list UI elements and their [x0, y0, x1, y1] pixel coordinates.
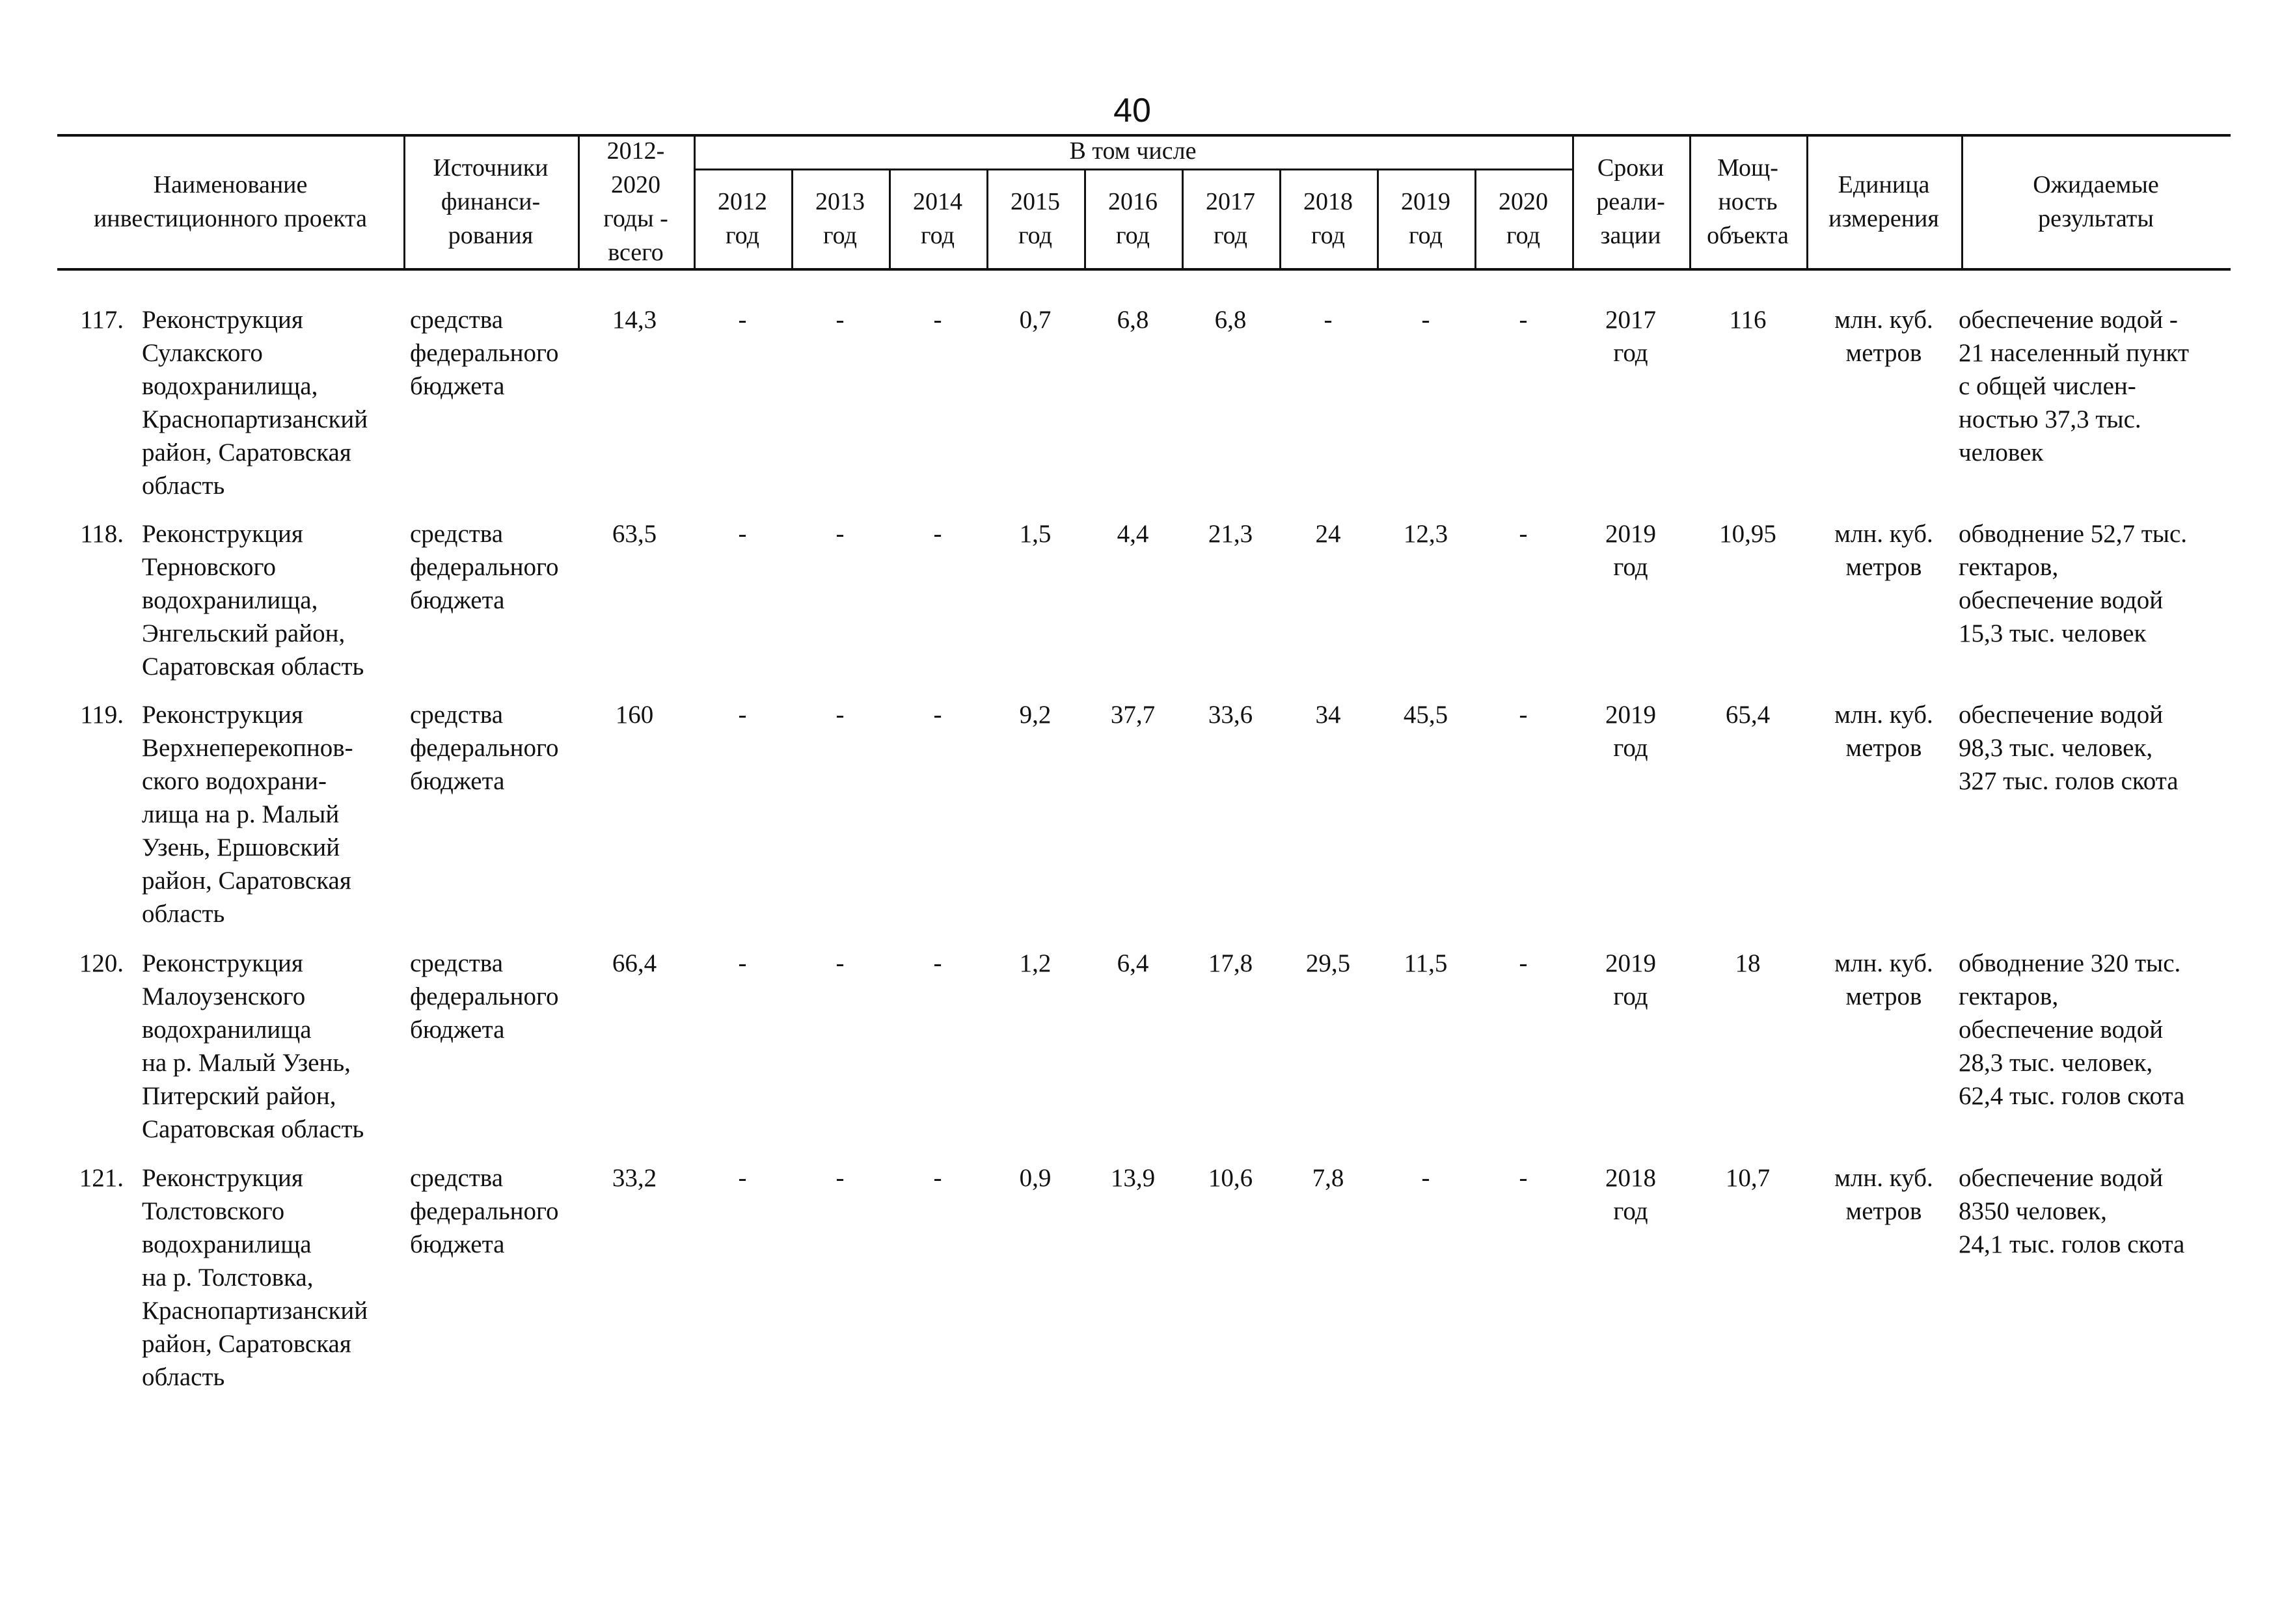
unit-of-measure: млн. куб. метров [1834, 306, 1933, 367]
year-value: - [835, 1164, 845, 1192]
header-year-2014: 2014 год [913, 188, 962, 249]
implementation-term: 2018 год [1605, 1164, 1656, 1225]
implementation-term: 2019 год [1605, 949, 1656, 1010]
year-value: - [933, 520, 942, 548]
total-amount: 33,2 [612, 1164, 657, 1192]
year-value: - [835, 949, 845, 977]
funding-source: средства федерального бюджета [410, 1164, 559, 1258]
header-year-2018: 2018 год [1303, 188, 1353, 249]
row-number: 119. [80, 701, 124, 729]
header-year-2020: 2020 год [1499, 188, 1548, 249]
year-value: - [1519, 1164, 1528, 1192]
row-number: 120. [79, 949, 124, 977]
header-results: Ожидаемые результаты [2033, 171, 2159, 232]
total-amount: 63,5 [612, 520, 657, 548]
year-value: - [835, 306, 845, 334]
unit-of-measure: млн. куб. метров [1834, 949, 1933, 1010]
row-number: 118. [80, 520, 124, 548]
year-value: 24 [1315, 520, 1341, 548]
row-number: 121. [79, 1164, 124, 1192]
header-sources: Источники финанси- рования [433, 154, 549, 249]
header-year-2017: 2017 год [1206, 188, 1255, 249]
year-value: 29,5 [1305, 949, 1351, 977]
year-value: - [1519, 701, 1528, 729]
year-value: 7,8 [1312, 1164, 1344, 1192]
header-year-2016: 2016 год [1108, 188, 1158, 249]
unit-of-measure: млн. куб. метров [1834, 1164, 1933, 1225]
year-value: - [933, 701, 942, 729]
funding-source: средства федерального бюджета [410, 306, 559, 400]
year-value: 4,4 [1117, 520, 1149, 548]
year-value: - [738, 306, 747, 334]
year-value: 6,8 [1214, 306, 1247, 334]
capacity-value: 18 [1735, 949, 1761, 977]
year-value: - [738, 949, 747, 977]
year-value: - [738, 520, 747, 548]
year-value: - [835, 520, 845, 548]
expected-results: обеспечение водой 98,3 тыс. человек, 327 тыс. голов скота [1959, 701, 2179, 795]
header-total: 2012- 2020 годы - всего [603, 137, 668, 266]
header-name: Наименование инвестиционного проекта [93, 171, 368, 232]
project-name: Реконструкция Терновского водохранилища, Энгельский район, Саратовская область [142, 520, 364, 681]
implementation-term: 2019 год [1605, 701, 1656, 762]
year-value: 0,9 [1019, 1164, 1052, 1192]
capacity-value: 116 [1729, 306, 1767, 334]
year-value: - [1519, 949, 1528, 977]
project-name: Реконструкция Толстовского водохранилища на р. Толстовка, Краснопартизанский район, Саратовская область [142, 1164, 368, 1391]
year-value: 12,3 [1403, 520, 1448, 548]
implementation-term: 2017 год [1605, 306, 1656, 367]
year-value: - [738, 701, 747, 729]
year-value: 37,7 [1110, 701, 1156, 729]
year-value: 0,7 [1019, 306, 1052, 334]
funding-source: средства федерального бюджета [410, 520, 559, 614]
year-value: - [1324, 306, 1333, 334]
year-value: 10,6 [1208, 1164, 1253, 1192]
year-value: - [1519, 306, 1528, 334]
header-year-2012: 2012 год [718, 188, 767, 249]
year-value: 1,5 [1019, 520, 1052, 548]
header-year-2013: 2013 год [815, 188, 865, 249]
including-rule [694, 169, 1572, 170]
year-value: - [1421, 1164, 1430, 1192]
row-number: 117. [80, 306, 124, 334]
year-value: 17,8 [1208, 949, 1253, 977]
capacity-value: 10,95 [1719, 520, 1776, 548]
header-capacity: Мощ- ность объекта [1707, 154, 1789, 249]
unit-of-measure: млн. куб. метров [1834, 520, 1933, 581]
total-amount: 14,3 [612, 306, 657, 334]
expected-results: обеспечение водой - 21 населенный пункт с общей числен- ностью 37,3 тыс. человек [1959, 306, 2190, 467]
project-name: Реконструкция Малоузенского водохранилища на р. Малый Узень, Питерский район, Саратовская область [142, 949, 364, 1143]
year-value: 1,2 [1019, 949, 1052, 977]
project-name: Реконструкция Сулакского водохранилища, Краснопартизанский район, Саратовская область [142, 306, 368, 500]
year-value: - [1421, 306, 1430, 334]
year-value: - [1519, 520, 1528, 548]
year-value: - [933, 949, 942, 977]
project-name: Реконструкция Верхнеперекопнов- ского водохрани- лища на р. Малый Узень, Ершовский район, Саратовская область [142, 701, 353, 928]
capacity-value: 65,4 [1725, 701, 1771, 729]
year-value: 13,9 [1110, 1164, 1156, 1192]
year-value: 21,3 [1208, 520, 1253, 548]
unit-of-measure: млн. куб. метров [1834, 701, 1933, 762]
expected-results: обводнение 320 тыс. гектаров, обеспечение водой 28,3 тыс. человек, 62,4 тыс. голов скота [1959, 949, 2185, 1110]
year-value: 34 [1315, 701, 1341, 729]
expected-results: обеспечение водой 8350 человек, 24,1 тыс. голов скота [1959, 1164, 2185, 1258]
header-year-2015: 2015 год [1011, 188, 1060, 249]
year-value: - [738, 1164, 747, 1192]
total-amount: 160 [615, 701, 654, 729]
year-value: 9,2 [1019, 701, 1052, 729]
year-value: - [933, 306, 942, 334]
year-value: 45,5 [1403, 701, 1448, 729]
year-value: 6,4 [1117, 949, 1149, 977]
year-value: 6,8 [1117, 306, 1149, 334]
expected-results: обводнение 52,7 тыс. гектаров, обеспечение водой 15,3 тыс. человек [1959, 520, 2187, 647]
total-amount: 66,4 [612, 949, 657, 977]
year-value: 11,5 [1404, 949, 1448, 977]
funding-source: средства федерального бюджета [410, 949, 559, 1044]
implementation-term: 2019 год [1605, 520, 1656, 581]
header-terms: Сроки реали- зации [1596, 154, 1665, 249]
header-year-2019: 2019 год [1401, 188, 1450, 249]
year-value: 33,6 [1208, 701, 1253, 729]
year-value: - [835, 701, 845, 729]
header-bottom-rule [57, 268, 2231, 271]
capacity-value: 10,7 [1725, 1164, 1771, 1192]
funding-source: средства федерального бюджета [410, 701, 559, 795]
header-unit: Единица измерения [1828, 171, 1939, 232]
page-number: 40 [1113, 92, 1151, 129]
header-including: В том числе [1069, 137, 1197, 165]
year-value: - [933, 1164, 942, 1192]
